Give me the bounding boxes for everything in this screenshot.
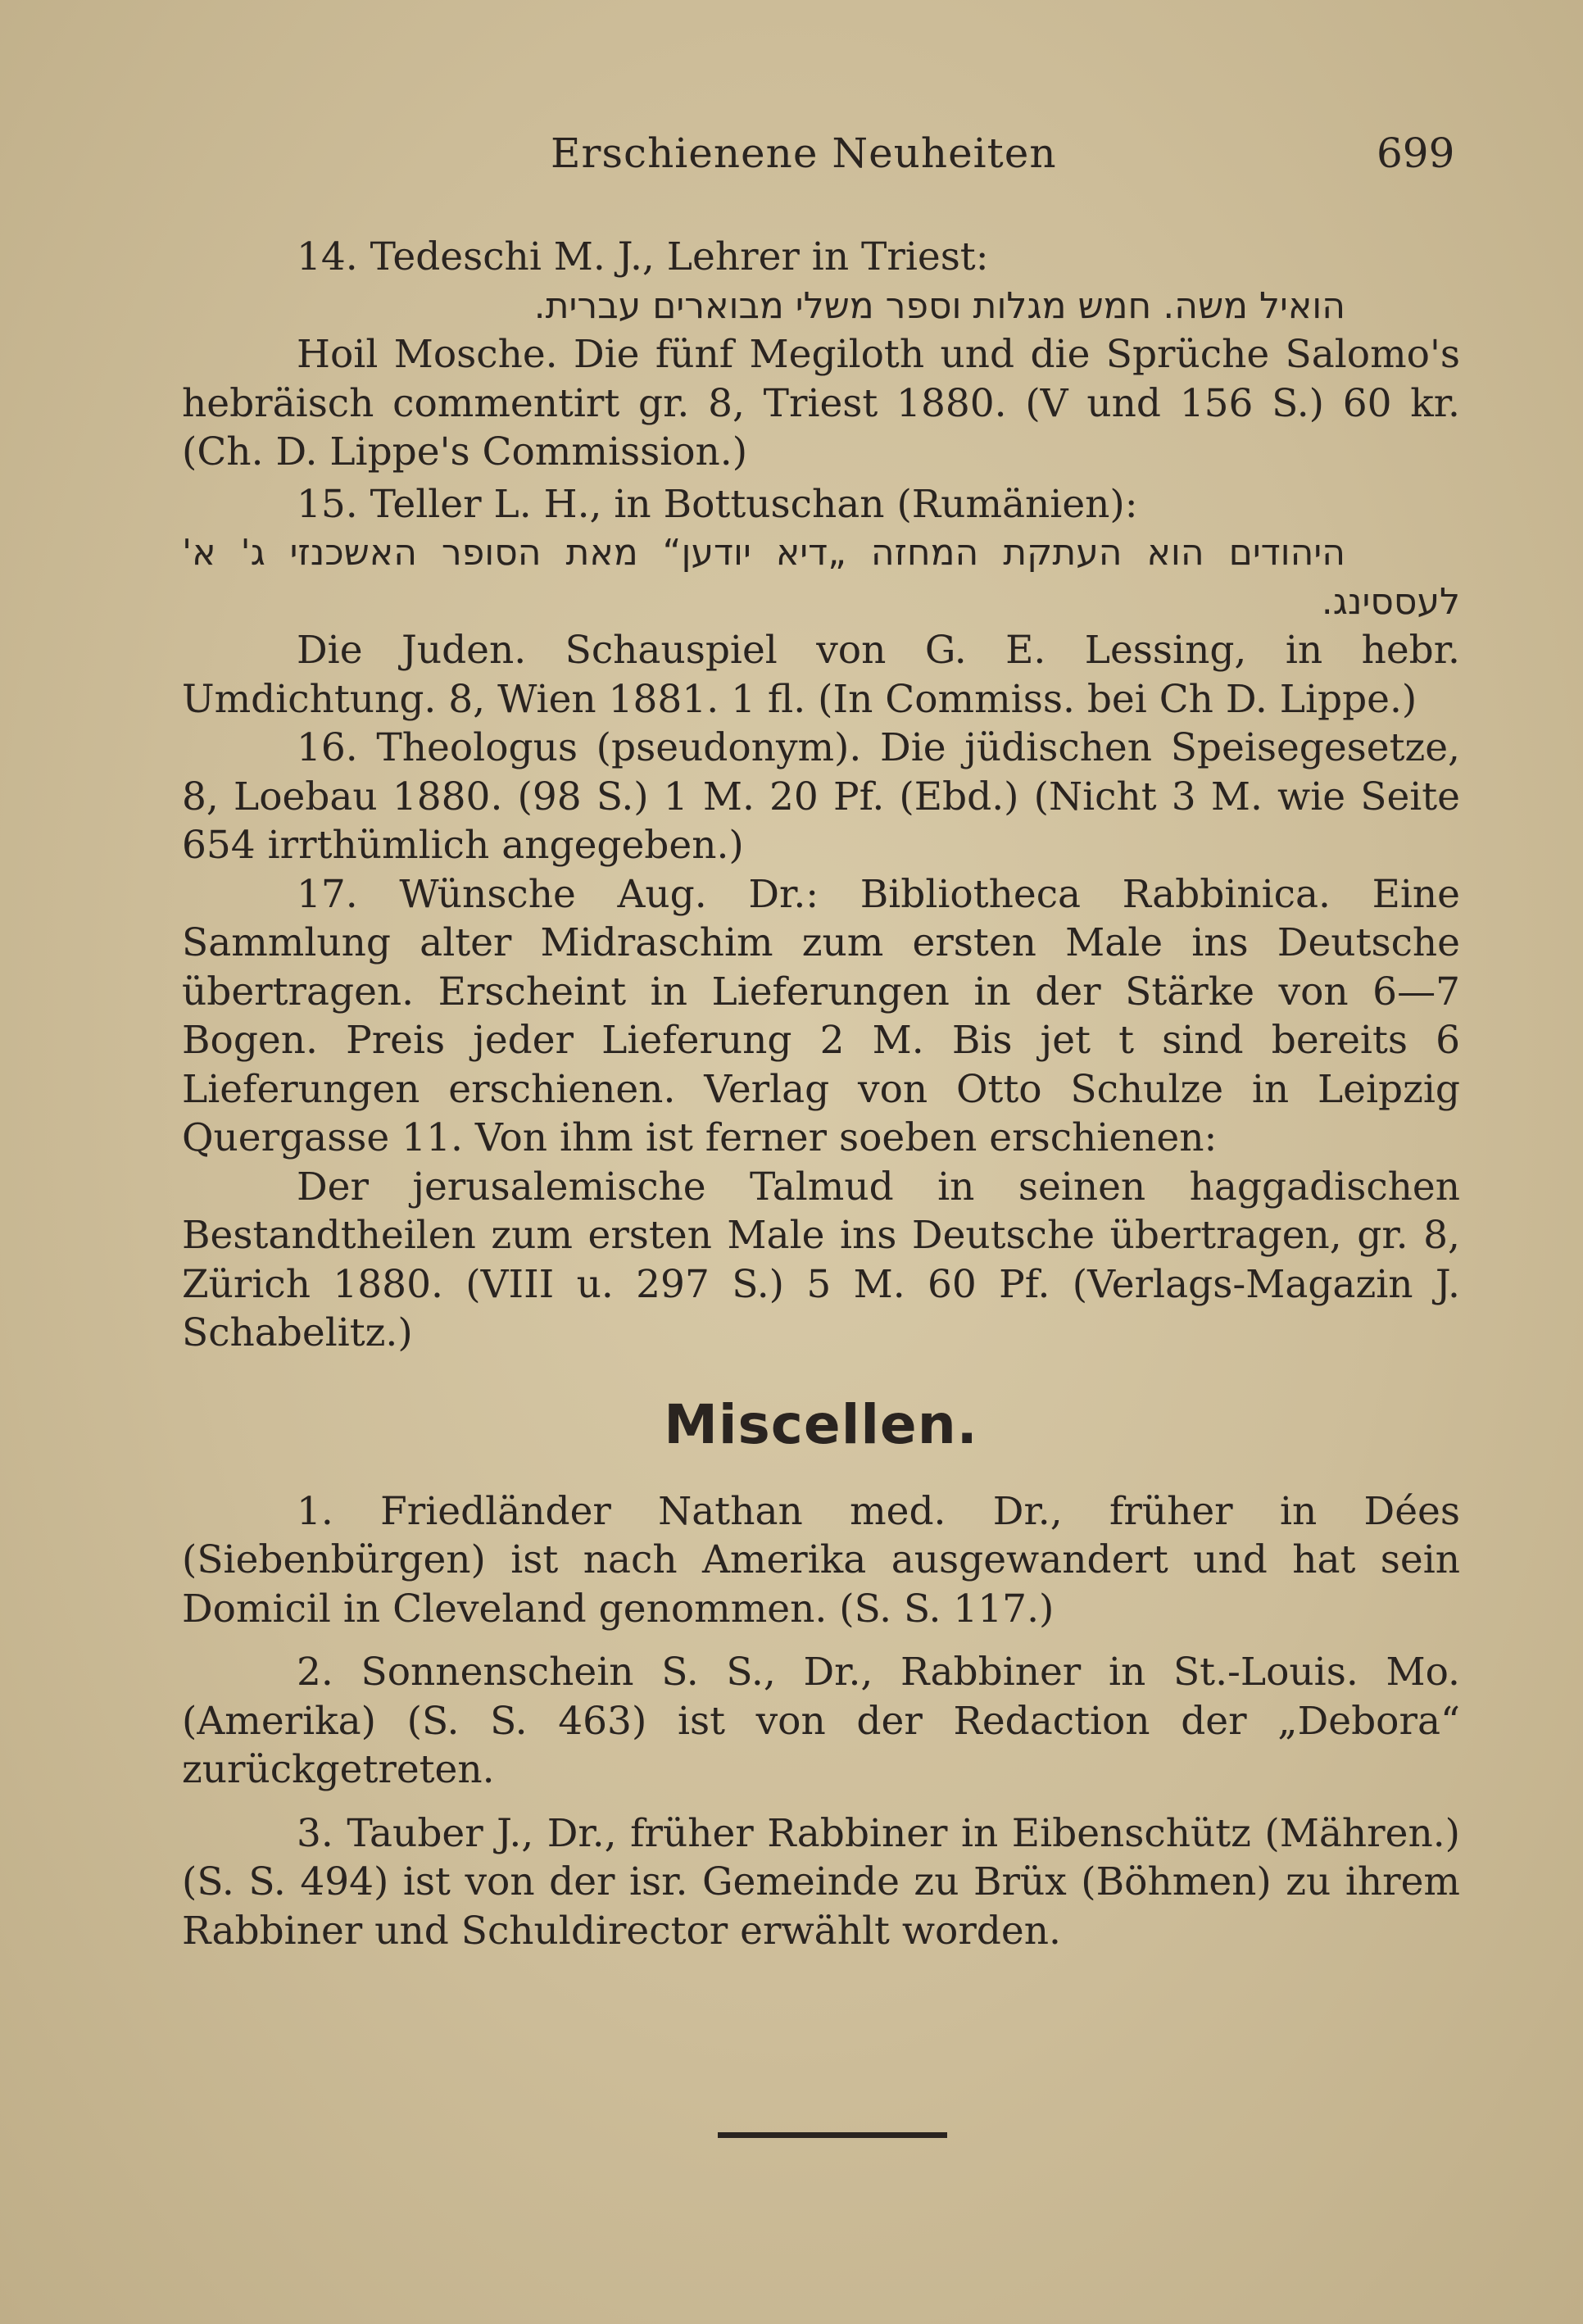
page-header [0, 129, 1583, 187]
entry-16 [182, 724, 1460, 870]
miscellen-item: 3. Tauber J., Dr., früher Rabbiner in Eibenschütz (Mähren.) (S. S. 494) ist von der isr. Gemeinde zu Brüx (Böhmen) zu ihrem Rabbiner und Schuldirector erwählt worden. [182, 1810, 1460, 1954]
miscellen-item: 2. Sonnenschein S. S., Dr., Rabbiner in St.-Louis. Mo. (Amerika) (S. S. 463) ist von der Redaction der „Debora“ zurückgetreten. [182, 1650, 1460, 1792]
hebrew-title: היהודים הוא העתקת המחזה „דיא יודען“ מאת הסופר האשכנזי ג' א' לעססינג. [182, 532, 1460, 623]
entry-text: 17. Wünsche Aug. Dr.: Bibliotheca Rabbinica. Eine Sammlung alter Midraschim zum ersten Male ins Deutsche übertragen. Erscheint in Lieferungen in der Stärke von 6—7 Bogen. Preis jeder Lieferung 2 M. Bis jet t sind bereits 6 Lieferungen erschienen. Verlag von Otto Schulze in Leipzig Quergasse 11. Von ihm ist ferner soeben erschienen: [182, 871, 1460, 1160]
entry-description: Die Juden. Schauspiel von G. E. Lessing, in hebr. Umdichtung. 8, Wien 1881. 1 fl. (In Commiss. bei Ch D. Lippe.) [182, 628, 1460, 722]
entry-description: Hoil Mosche. Die fünf Megiloth und die Sprüche Salomo's hebräisch commentirt gr. 8, Triest 1880. (V und 156 S.) 60 kr. (Ch. D. Lippe's Commission.) [182, 332, 1460, 474]
entry-14 [182, 233, 1460, 477]
entry-heading: 14. Tedeschi M. J., Lehrer in Triest: [297, 234, 989, 279]
miscellen-item: 1. Friedländer Nathan med. Dr., früher in Dées (Siebenbürgen) ist nach Amerika ausgewandert und hat sein Domicil in Cleveland genommen. (S. S. 117.) [182, 1488, 1460, 1632]
page-number: 699 [1377, 129, 1455, 177]
running-title: Erschienene Neuheiten [551, 129, 1057, 177]
miscellen-list [182, 1487, 1460, 1956]
entry-text: 16. Theologus (pseudonym). Die jüdischen Speisegesetze, 8, Loebau 1880. (98 S.) 1 M. 20 Pf. (Ebd.) (Nicht 3 M. wie Seite 654 irrthümlich angegeben.) [182, 725, 1460, 868]
hebrew-title: הואיל משה. חמש מגלות וספר משלי מבוארים עברית. [533, 284, 1345, 327]
section-title: Miscellen. [664, 1392, 978, 1456]
entry-heading: 15. Teller L. H., in Bottuschan (Rumänien): [297, 481, 1138, 527]
entry-17 [182, 870, 1460, 1358]
closing-rule [718, 2132, 947, 2138]
page-body [182, 229, 1460, 1970]
entry-15 [182, 480, 1460, 724]
entry-continuation: Der jerusalemische Talmud in seinen haggadischen Bestandtheilen zum ersten Male ins Deutsche übertragen, gr. 8, Zürich 1880. (VIII u. 297 S.) 5 M. 60 Pf. (Verlags-Magazin J. Schabelitz.) [182, 1164, 1460, 1355]
